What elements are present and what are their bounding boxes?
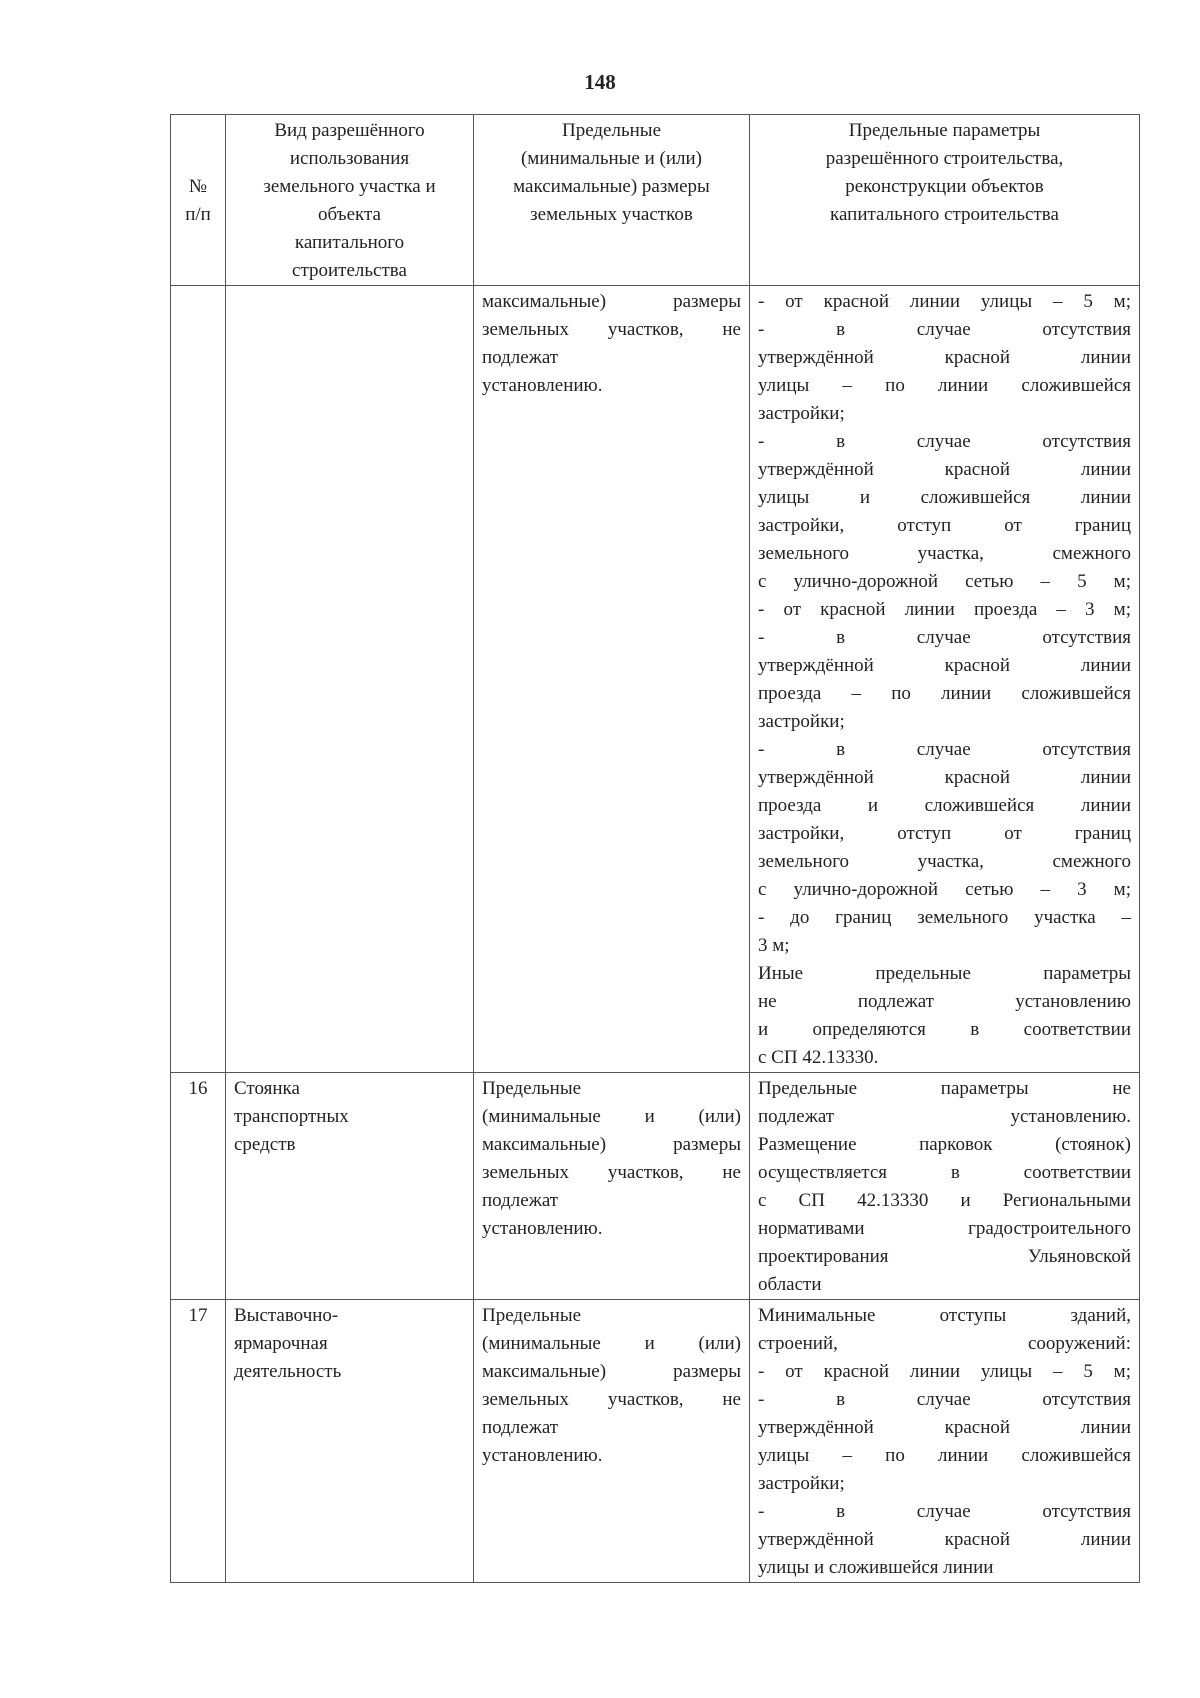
cell-line: земельных участков, не [482,1162,741,1183]
row-num: 17 [171,1300,226,1583]
cell-line: строений, сооружений: [758,1333,1131,1354]
row-params [750,1300,1140,1583]
header-num: № п/п [171,115,226,286]
cell-line: Размещение парковок (стоянок) [758,1134,1131,1155]
cell-line: застройки; [758,711,845,732]
cell-line: 3 м; [758,935,790,956]
cell-line: застройки; [758,403,845,424]
cell-line: - в случае отсутствия [758,627,1131,648]
cell-line: застройки; [758,1473,845,1494]
row-use-type [226,286,474,1073]
header-sizes: Предельные (минимальные и (или) максимальные) размеры земельных участков [474,115,750,286]
row-params [750,1073,1140,1300]
cell-line: улицы – по линии сложившейся [758,1445,1131,1466]
cell-line: с СП 42.13330 и Региональными [758,1190,1131,1211]
cell-line: застройки, отступ от границ [758,823,1131,844]
cell-line: проезда и сложившейся линии [758,795,1131,816]
cell-line: Предельные [482,1305,582,1326]
row-num [171,286,226,1073]
cell-line: подлежат [482,347,559,368]
cell-line: транспортных [234,1106,349,1127]
cell-line: - в случае отсутствия [758,1389,1131,1410]
cell-line: Стоянка [234,1078,300,1099]
cell-line: средств [234,1134,296,1155]
cell-line: земельных участков, не [482,319,741,340]
cell-line: Выставочно- [234,1305,339,1326]
page-number: 148 [584,70,616,94]
cell-line: подлежат [482,1417,559,1438]
table-header-row [171,115,1140,286]
cell-line: утверждённой красной линии [758,347,1131,368]
cell-line: с улично-дорожной сетью – 3 м; [758,879,1131,900]
cell-line: - от красной линии улицы – 5 м; [758,291,1131,312]
cell-line: улицы и сложившейся линии [758,487,1131,508]
cell-line: области [758,1274,822,1295]
cell-line: подлежат установлению. [758,1106,1131,1127]
cell-line: (минимальные и (или) [482,1106,741,1127]
cell-line: утверждённой красной линии [758,767,1131,788]
table-row [171,286,1140,1073]
row-sizes [474,1073,750,1300]
cell-line: максимальные) размеры [482,1134,741,1155]
cell-line: нормативами градостроительного [758,1218,1131,1239]
row-num: 16 [171,1073,226,1300]
row-params [750,286,1140,1073]
cell-line: установлению. [482,375,603,396]
cell-line: ярмарочная [234,1333,328,1354]
cell-line: установлению. [482,1445,603,1466]
cell-line: проектирования Ульяновской [758,1246,1131,1267]
cell-line: утверждённой красной линии [758,459,1131,480]
cell-line: максимальные) размеры [482,291,741,312]
cell-line: не подлежат установлению [758,991,1131,1012]
row-use-type [226,1073,474,1300]
cell-line: - в случае отсутствия [758,739,1131,760]
row-use-type [226,1300,474,1583]
cell-line: деятельность [234,1361,342,1382]
cell-line: проезда – по линии сложившейся [758,683,1131,704]
table-row [171,1073,1140,1300]
cell-line: Иные предельные параметры [758,963,1131,984]
cell-line: подлежат [482,1190,559,1211]
cell-line: - до границ земельного участка – [758,907,1131,928]
cell-line: - в случае отсутствия [758,1501,1131,1522]
cell-line: земельных участков, не [482,1389,741,1410]
cell-line: утверждённой красной линии [758,1417,1131,1438]
cell-line: - в случае отсутствия [758,319,1131,340]
cell-line: и определяются в соответствии [758,1019,1131,1040]
row-sizes [474,286,750,1073]
table-row [171,1300,1140,1583]
cell-line: земельного участка, смежного [758,543,1131,564]
cell-line: улицы и сложившейся линии [758,1557,994,1578]
cell-line: застройки, отступ от границ [758,515,1131,536]
cell-line: (минимальные и (или) [482,1333,741,1354]
header-params: Предельные параметры разрешённого строительства, реконструкции объектов капитального строительства [750,115,1140,286]
cell-line: - от красной линии проезда – 3 м; [758,599,1131,620]
cell-line: - в случае отсутствия [758,431,1131,452]
cell-line: Минимальные отступы зданий, [758,1305,1131,1326]
cell-line: Предельные [482,1078,582,1099]
header-use-type: Вид разрешённого использования земельного участка и объекта капитального строительства [226,115,474,286]
cell-line: с улично-дорожной сетью – 5 м; [758,571,1131,592]
row-sizes [474,1300,750,1583]
cell-line: - от красной линии улицы – 5 м; [758,1361,1131,1382]
cell-line: утверждённой красной линии [758,655,1131,676]
cell-line: осуществляется в соответствии [758,1162,1131,1183]
cell-line: земельного участка, смежного [758,851,1131,872]
cell-line: с СП 42.13330. [758,1047,879,1068]
cell-line: установлению. [482,1218,603,1239]
regulations-table [170,114,1140,1583]
cell-line: Предельные параметры не [758,1078,1131,1099]
cell-line: максимальные) размеры [482,1361,741,1382]
cell-line: утверждённой красной линии [758,1529,1131,1550]
cell-line: улицы – по линии сложившейся [758,375,1131,396]
